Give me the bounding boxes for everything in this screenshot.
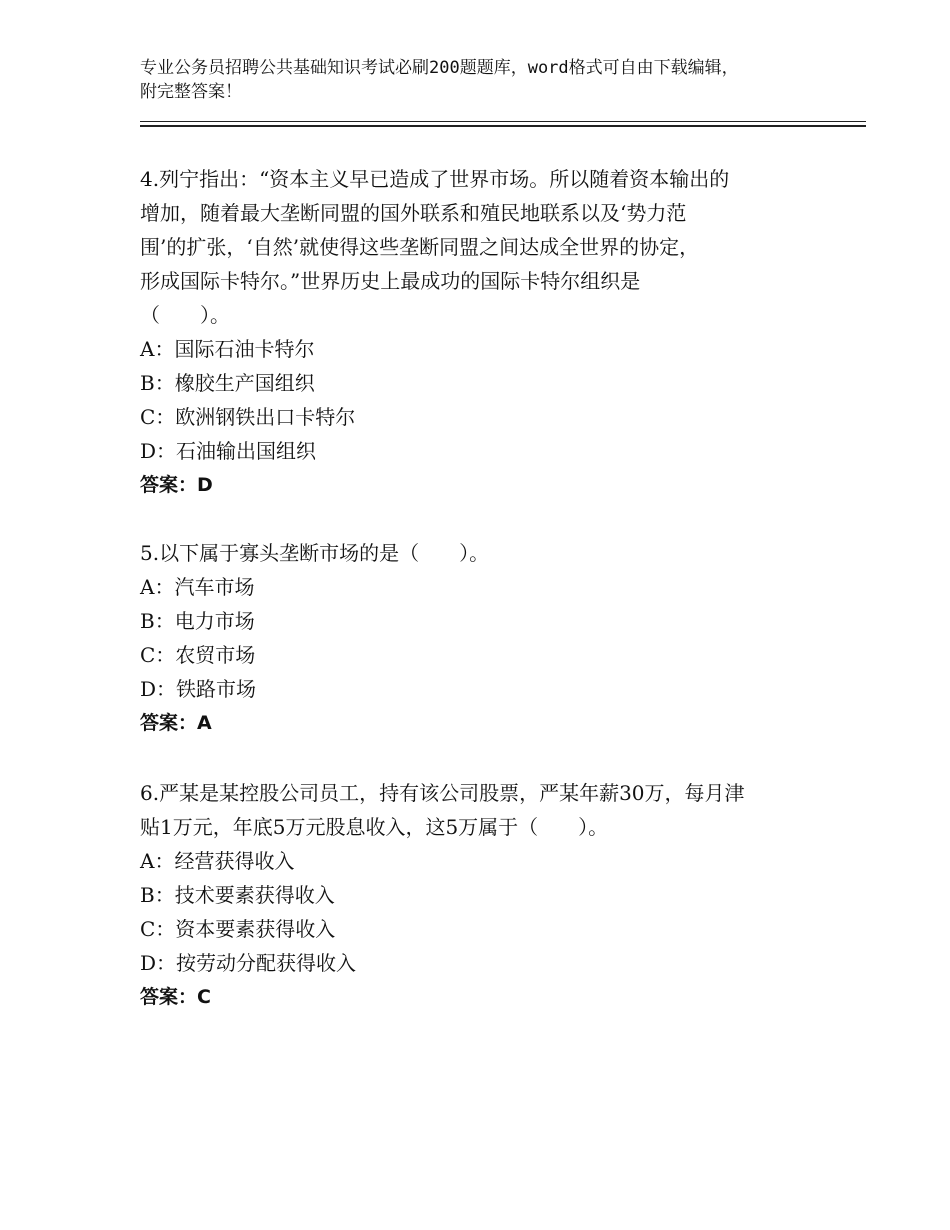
question-stem-line: 贴1万元，年底5万元股息收入，这5万属于（ ）。: [140, 815, 609, 839]
option-d: D：按劳动分配获得收入: [140, 951, 357, 975]
question-4: [140, 162, 820, 502]
question-stem-line: 4.列宁指出：“资本主义早已造成了世界市场。所以随着资本输出的: [140, 167, 730, 191]
answer: 答案：C: [140, 986, 211, 1008]
option-b: B：技术要素获得收入: [140, 883, 335, 907]
answer: 答案：D: [140, 474, 213, 496]
question-6: [140, 776, 820, 1014]
question-stem-line: 形成国际卡特尔。”世界历史上最成功的国际卡特尔组织是: [140, 269, 641, 293]
question-stem-line: 6.严某是某控股公司员工，持有该公司股票，严某年薪30万，每月津: [140, 781, 745, 805]
answer: 答案：A: [140, 712, 212, 734]
option-d: D：铁路市场: [140, 677, 257, 701]
question-stem-line: 5.以下属于寡头垄断市场的是（ ）。: [140, 541, 490, 565]
question-stem-line: 增加，随着最大垄断同盟的国外联系和殖民地联系以及‘势力范: [140, 201, 687, 225]
option-d: D：石油输出国组织: [140, 439, 317, 463]
question-5: [140, 536, 820, 740]
option-c: C：欧洲钢铁出口卡特尔: [140, 405, 356, 429]
question-stem-line: 围’的扩张，‘自然’就使得这些垄断同盟之间达成全世界的协定，: [140, 235, 700, 259]
header-divider-thick: [140, 125, 866, 127]
question-stem-line: （ ）。: [140, 303, 230, 327]
option-b: B：电力市场: [140, 609, 255, 633]
header-line-2: 附完整答案！: [140, 82, 242, 102]
option-a: A：经营获得收入: [140, 849, 295, 873]
option-c: C：资本要素获得收入: [140, 917, 336, 941]
option-a: A：国际石油卡特尔: [140, 337, 315, 361]
header-line-1: 专业公务员招聘公共基础知识考试必刷200题题库，word格式可自由下载编辑，: [140, 58, 739, 78]
option-c: C：农贸市场: [140, 643, 256, 667]
header-divider-thin: [140, 121, 866, 122]
option-a: A：汽车市场: [140, 575, 255, 599]
document-header: [140, 56, 820, 104]
option-b: B：橡胶生产国组织: [140, 371, 315, 395]
